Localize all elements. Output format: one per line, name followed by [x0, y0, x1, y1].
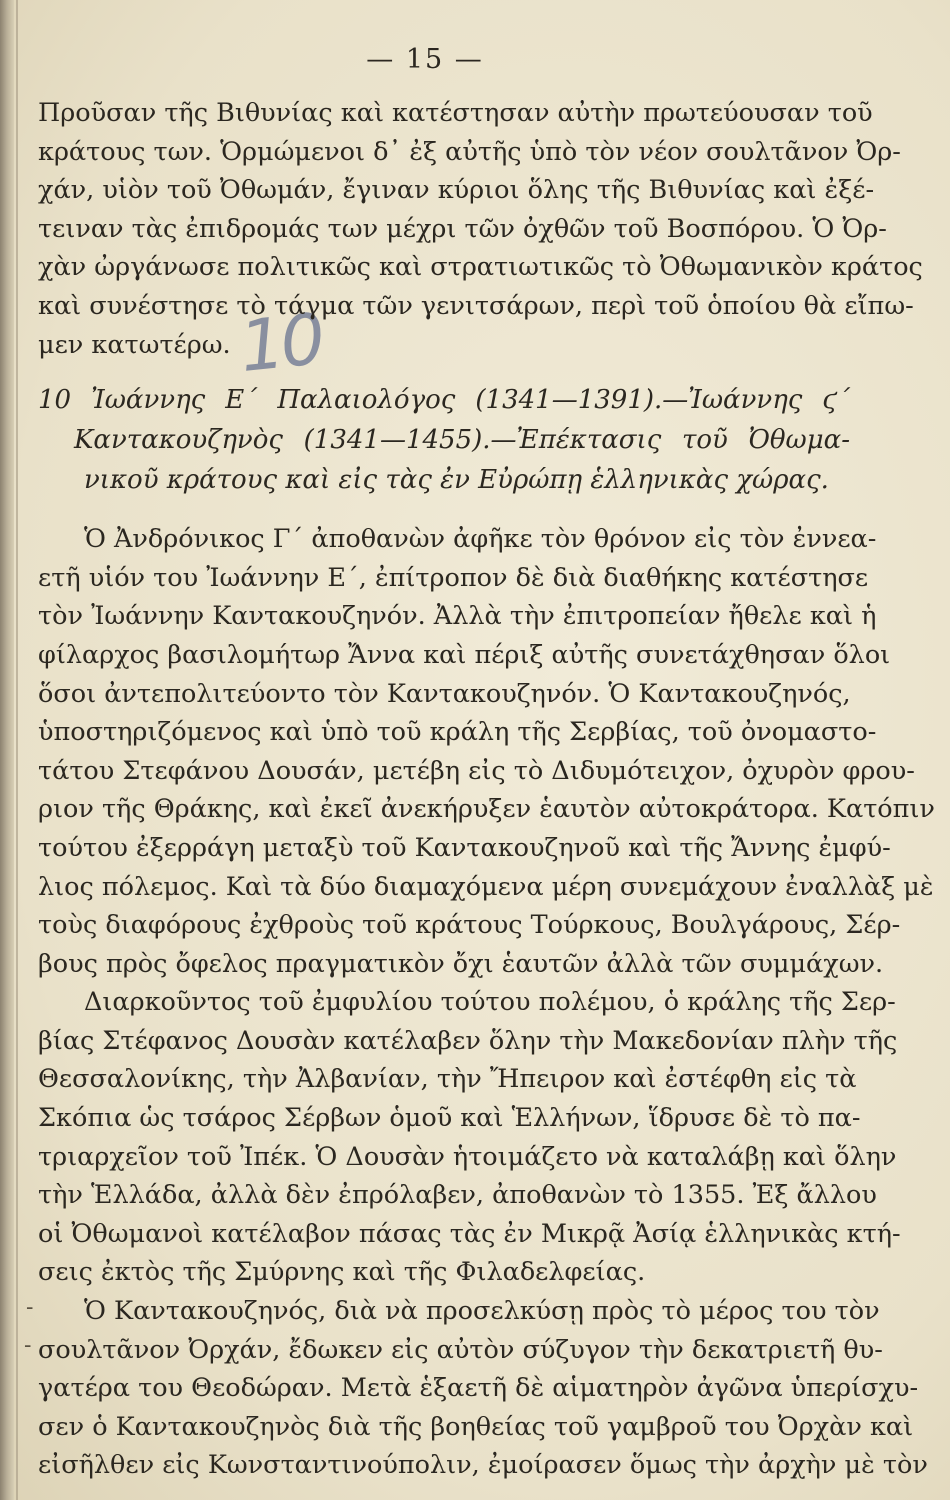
page-binding-edge	[0, 0, 14, 1500]
heading-line: 10 Ἰωάννης Ε΄ Παλαιολόγος (1341—1391).—Ἰωάννης ϛ΄	[38, 385, 850, 416]
text-line: ριον τῆς Θράκης, καὶ ἐκεῖ ἀνεκήρυξεν ἑαυτὸν αὐτοκράτορα. Κατόπιν	[38, 794, 935, 825]
text-line: ὑποστηριζόμενος καὶ ὑπὸ τοῦ κράλη τῆς Σερβίας, τοῦ ὀνομαστο-	[38, 717, 877, 748]
text-line: σεν ὁ Καντακουζηνὸς διὰ τῆς βοηθείας τοῦ γαμβροῦ του Ὀρχὰν καὶ	[38, 1411, 914, 1442]
text-line: χὰν ὠργάνωσε πολιτικῶς καὶ στρατιωτικῶς τὸ Ὀθωμανικὸν κράτος	[38, 252, 923, 283]
text-line: βους πρὸς ὄφελος πραγματικὸν ὄχι ἑαυτῶν ἀλλὰ τῶν συμμάχων.	[38, 948, 884, 979]
margin-mark: -	[26, 1295, 34, 1320]
text-line: ετῆ υἱόν του Ἰωάννην Ε΄, ἐπίτροπον δὲ διὰ διαθήκης κατέστησε	[38, 562, 869, 593]
text-line: τάτου Στεφάνου Δουσάν, μετέβη εἰς τὸ Διδυμότειχον, ὀχυρὸν φρου-	[38, 755, 915, 786]
text-line: τὴν Ἑλλάδα, ἀλλὰ δὲν ἐπρόλαβεν, ἀποθανὼν τὸ 1355. Ἐξ ἄλλου	[38, 1180, 877, 1211]
text-line: τριαρχεῖον τοῦ Ἰπέκ. Ὁ Δουσὰν ἡτοιμάζετο νὰ καταλάβῃ καὶ ὅλην	[38, 1141, 897, 1172]
text-line: εἰσῆλθεν εἰς Κωνσταντινούπολιν, ἐμοίρασεν ὅμως τὴν ἀρχὴν μὲ τὸν	[38, 1450, 928, 1481]
heading-line: Καντακουζηνὸς (1341—1455).—Ἐπέκτασις τοῦ Ὀθωμα-	[74, 425, 850, 456]
text-line: Θεσσαλονίκης, τὴν Ἀλβανίαν, τὴν Ἤπειρον καὶ ἐστέφθη εἰς τὰ	[38, 1064, 857, 1095]
text-line: Ὁ Καντακουζηνός, διὰ νὰ προσελκύσῃ πρὸς τὸ μέρος του τὸν	[84, 1296, 880, 1327]
text-line: μεν κατωτέρω.	[38, 329, 231, 360]
text-line: λιος πόλεμος. Καὶ τὰ δύο διαμαχόμενα μέρη συνεμάχουν ἐναλλὰξ μὲ	[38, 871, 934, 902]
body-text	[38, 94, 935, 1485]
text-line: Διαρκοῦντος τοῦ ἐμφυλίου τούτου πολέμου, ὁ κράλης τῆς Σερ-	[84, 987, 896, 1018]
text-line: Ὁ Ἀνδρόνικος Γ΄ ἀποθανὼν ἀφῆκε τὸν θρόνον εἰς τὸν ἐννεα-	[84, 524, 877, 555]
binding-shadow-line	[16, 0, 18, 1500]
paragraph-top	[38, 94, 923, 364]
text-line: οἱ Ὀθωμανοὶ κατέλαβον πάσας τὰς ἐν Μικρᾷ Ἀσίᾳ ἑλληνικὰς κτή-	[38, 1218, 901, 1249]
text-line: τοὺς διαφόρους ἐχθροὺς τοῦ κράτους Τούρκους, Βουλγάρους, Σέρ-	[38, 910, 901, 941]
text-line: φίλαρχος βασιλομήτωρ Ἄννα καὶ πέριξ αὐτῆς συνετάχθησαν ὅλοι	[38, 639, 891, 670]
handwritten-annotation: 10	[235, 297, 326, 389]
section-heading	[38, 380, 850, 500]
text-line: σουλτᾶνον Ὀρχάν, ἔδωκεν εἰς αὐτὸν σύζυγον τὴν δεκατριετῆ θυ-	[38, 1334, 883, 1365]
text-line: τὸν Ἰωάννην Καντακουζηνόν. Ἀλλὰ τὴν ἐπιτροπείαν ἤθελε καὶ ἡ	[38, 601, 877, 632]
text-line: βίας Στέφανος Δουσὰν κατέλαβεν ὅλην τὴν Μακεδονίαν πλὴν τῆς	[38, 1025, 898, 1056]
text-line: Προῦσαν τῆς Βιθυνίας καὶ κατέστησαν αὐτὴν πρωτεύουσαν τοῦ	[38, 98, 873, 128]
paragraph-2	[38, 983, 901, 1292]
text-line: τούτου ἐξερράγη μεταξὺ τοῦ Καντακουζηνοῦ καὶ τῆς Ἄννης ἐμφύ-	[38, 832, 891, 863]
heading-line: νικοῦ κράτους καὶ εἰς τὰς ἐν Εὐρώπῃ ἑλληνικὰς χώρας.	[84, 465, 829, 496]
page-number: — 15 —	[366, 44, 484, 75]
text-line: σεις ἐκτὸς τῆς Σμύρνης καὶ τῆς Φιλαδελφείας.	[38, 1257, 646, 1288]
margin-mark: -	[24, 1333, 32, 1358]
text-line: καὶ συνέστησε τὸ τάγμα τῶν γενιτσάρων, περὶ τοῦ ὁποίου θὰ εἴπω-	[38, 290, 914, 321]
text-line: τειναν τὰς ἐπιδρομάς των μέχρι τῶν ὀχθῶν τοῦ Βοσπόρου. Ὁ Ὀρ-	[38, 213, 887, 244]
text-line: γατέρα του Θεοδώραν. Μετὰ ἑξαετῆ δὲ αἱματηρὸν ἀγῶνα ὑπερίσχυ-	[38, 1373, 919, 1404]
paragraph-1	[38, 520, 935, 983]
text-line: χάν, υἱὸν τοῦ Ὀθωμάν, ἔγιναν κύριοι ὅλης τῆς Βιθυνίας καὶ ἐξέ-	[38, 175, 875, 206]
paragraph-3	[38, 1292, 928, 1485]
text-line: ὅσοι ἀντεπολιτεύοντο τὸν Καντακουζηνόν. Ὁ Καντακουζηνός,	[38, 678, 851, 709]
text-line: κράτους των. Ὁρμώμενοι δ᾿ ἐξ αὐτῆς ὑπὸ τὸν νέον σουλτᾶνον Ὀρ-	[38, 136, 901, 167]
text-line: Σκόπια ὡς τσάρος Σέρβων ὁμοῦ καὶ Ἑλλήνων, ἵδρυσε δὲ τὸ πα-	[38, 1103, 861, 1134]
